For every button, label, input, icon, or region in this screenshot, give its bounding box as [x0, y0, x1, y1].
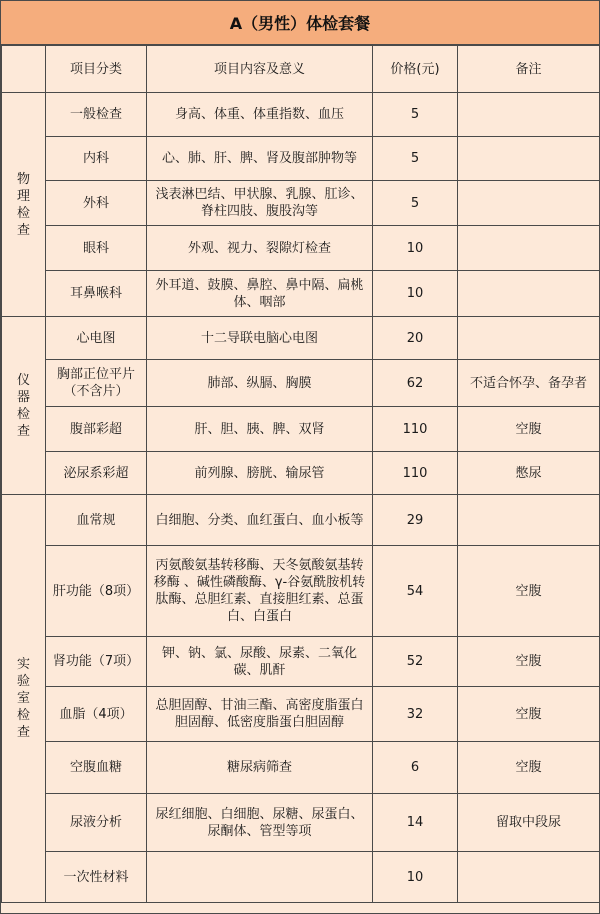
content-cell: 外耳道、鼓膜、鼻腔、鼻中隔、扁桃体、咽部	[147, 271, 373, 317]
table-row	[2, 687, 600, 742]
header-item: 项目分类	[46, 46, 147, 93]
table-row	[2, 852, 600, 903]
category-label: 实验室检查	[17, 657, 31, 740]
table-row	[2, 794, 600, 852]
item-cell: 空腹血糖	[46, 742, 147, 794]
item-cell: 一次性材料	[46, 852, 147, 903]
content-cell: 丙氨酸氨基转移酶、天冬氨酸氨基转移酶 、碱性磷酸酶、γ-谷氨酰胺机转肽酶、总胆红素、直接胆红素、总蛋白、白蛋白	[147, 546, 373, 637]
content-cell: 肝、胆、胰、脾、双肾	[147, 407, 373, 452]
category-label: 仪器检查	[17, 372, 31, 439]
content-cell: 身高、体重、体重指数、血压	[147, 93, 373, 137]
item-cell: 血常规	[46, 495, 147, 546]
content-cell: 尿红细胞、白细胞、尿糖、尿蛋白、尿酮体、管型等项	[147, 794, 373, 852]
content-cell: 钾、钠、氯、尿酸、尿素、二氧化碳、肌酐	[147, 637, 373, 687]
note-cell: 空腹	[458, 637, 600, 687]
price-cell: 10	[373, 226, 458, 271]
price-cell: 14	[373, 794, 458, 852]
table-row	[2, 495, 600, 546]
price-cell: 5	[373, 93, 458, 137]
package-title: A（男性）体检套餐	[1, 1, 599, 45]
note-cell	[458, 226, 600, 271]
checkup-table	[1, 45, 600, 903]
header-category	[2, 46, 46, 93]
table-row	[2, 546, 600, 637]
content-cell: 肺部、纵膈、胸膜	[147, 360, 373, 407]
note-cell	[458, 181, 600, 226]
price-cell: 62	[373, 360, 458, 407]
price-cell: 32	[373, 687, 458, 742]
price-cell: 29	[373, 495, 458, 546]
table-row	[2, 271, 600, 317]
note-cell: 空腹	[458, 407, 600, 452]
item-cell: 泌尿系彩超	[46, 452, 147, 495]
content-cell: 糖尿病筛查	[147, 742, 373, 794]
table-row	[2, 181, 600, 226]
note-cell: 憋尿	[458, 452, 600, 495]
note-cell	[458, 852, 600, 903]
item-cell: 血脂（4项）	[46, 687, 147, 742]
content-cell: 外观、视力、裂隙灯检查	[147, 226, 373, 271]
item-cell: 肾功能（7项）	[46, 637, 147, 687]
content-cell: 浅表淋巴结、甲状腺、乳腺、肛诊、脊柱四肢、腹股沟等	[147, 181, 373, 226]
price-cell: 52	[373, 637, 458, 687]
table-row	[2, 742, 600, 794]
table-row	[2, 317, 600, 360]
note-cell: 不适合怀孕、备孕者	[458, 360, 600, 407]
table-row	[2, 407, 600, 452]
content-cell: 心、肺、肝、脾、肾及腹部肿物等	[147, 137, 373, 181]
category-instrument	[2, 317, 46, 495]
content-cell: 十二导联电脑心电图	[147, 317, 373, 360]
item-cell: 尿液分析	[46, 794, 147, 852]
note-cell	[458, 137, 600, 181]
table-row	[2, 226, 600, 271]
price-cell: 10	[373, 852, 458, 903]
price-cell: 5	[373, 181, 458, 226]
item-cell: 心电图	[46, 317, 147, 360]
note-cell	[458, 271, 600, 317]
category-physical	[2, 93, 46, 317]
item-cell: 胸部正位平片（不含片）	[46, 360, 147, 407]
item-cell: 腹部彩超	[46, 407, 147, 452]
content-cell: 前列腺、膀胱、输尿管	[147, 452, 373, 495]
note-cell: 留取中段尿	[458, 794, 600, 852]
price-cell: 6	[373, 742, 458, 794]
note-cell: 空腹	[458, 546, 600, 637]
price-cell: 54	[373, 546, 458, 637]
price-cell: 110	[373, 407, 458, 452]
category-laboratory	[2, 495, 46, 903]
item-cell: 耳鼻喉科	[46, 271, 147, 317]
item-cell: 一般检查	[46, 93, 147, 137]
price-cell: 110	[373, 452, 458, 495]
header-note: 备注	[458, 46, 600, 93]
note-cell	[458, 317, 600, 360]
header-content: 项目内容及意义	[147, 46, 373, 93]
item-cell: 外科	[46, 181, 147, 226]
table-row	[2, 93, 600, 137]
note-cell	[458, 495, 600, 546]
header-row	[2, 46, 600, 93]
table-row	[2, 637, 600, 687]
header-price: 价格(元)	[373, 46, 458, 93]
content-cell	[147, 852, 373, 903]
table-row	[2, 360, 600, 407]
item-cell: 肝功能（8项）	[46, 546, 147, 637]
price-cell: 10	[373, 271, 458, 317]
note-cell: 空腹	[458, 742, 600, 794]
price-cell: 5	[373, 137, 458, 181]
content-cell: 白细胞、分类、血红蛋白、血小板等	[147, 495, 373, 546]
content-cell: 总胆固醇、甘油三酯、高密度脂蛋白胆固醇、低密度脂蛋白胆固醇	[147, 687, 373, 742]
category-label: 物理检查	[17, 171, 31, 238]
note-cell: 空腹	[458, 687, 600, 742]
table-row	[2, 452, 600, 495]
price-cell: 20	[373, 317, 458, 360]
item-cell: 内科	[46, 137, 147, 181]
item-cell: 眼科	[46, 226, 147, 271]
note-cell	[458, 93, 600, 137]
table-row	[2, 137, 600, 181]
